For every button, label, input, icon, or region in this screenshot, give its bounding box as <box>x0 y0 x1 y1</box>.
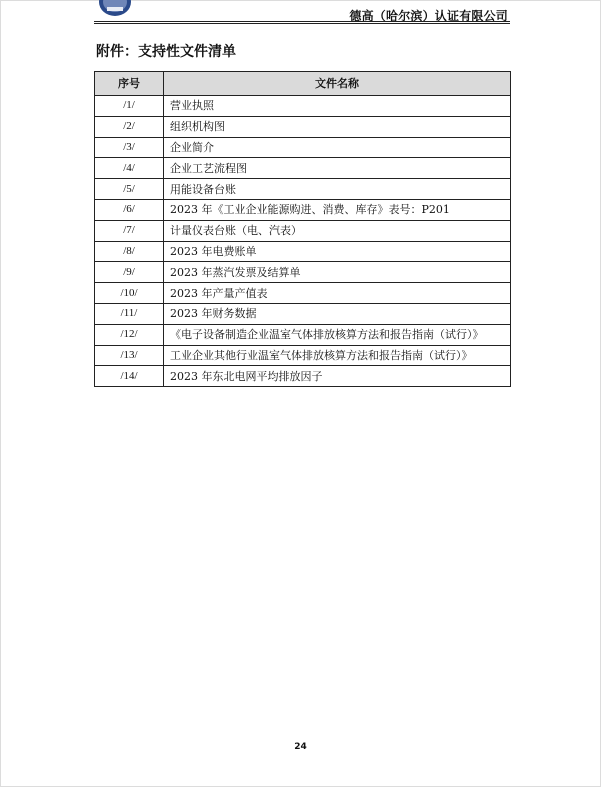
document-name: 2023 年产量产值表 <box>164 283 511 304</box>
row-number: /4/ <box>95 158 164 179</box>
document-name: 营业执照 <box>164 96 511 117</box>
document-name: 企业简介 <box>164 137 511 158</box>
table-row <box>95 241 511 262</box>
table-row <box>95 179 511 200</box>
table-row <box>95 137 511 158</box>
page-title: 附件：支持性文件清单 <box>96 44 236 60</box>
supporting-documents-table <box>94 71 511 387</box>
document-name: 《电子设备制造企业温室气体排放核算方法和报告指南（试行）》 <box>164 324 511 345</box>
row-number: /14/ <box>95 366 164 387</box>
row-number: /5/ <box>95 179 164 200</box>
table-row <box>95 96 511 117</box>
row-number: /6/ <box>95 199 164 220</box>
page-number: 24 <box>294 742 307 752</box>
table-row <box>95 345 511 366</box>
table-row <box>95 262 511 283</box>
row-number: /12/ <box>95 324 164 345</box>
table-row <box>95 324 511 345</box>
row-number: /13/ <box>95 345 164 366</box>
row-number: /11/ <box>95 303 164 324</box>
row-number: /9/ <box>95 262 164 283</box>
table-header-row <box>95 72 511 96</box>
row-number: /3/ <box>95 137 164 158</box>
document-name: 用能设备台账 <box>164 179 511 200</box>
table-row <box>95 199 511 220</box>
table-row <box>95 158 511 179</box>
column-header-number: 序号 <box>95 72 164 96</box>
document-name: 2023 年蒸汽发票及结算单 <box>164 262 511 283</box>
row-number: /1/ <box>95 96 164 117</box>
row-number: /10/ <box>95 283 164 304</box>
document-name: 企业工艺流程图 <box>164 158 511 179</box>
table-row <box>95 116 511 137</box>
header-divider <box>94 21 510 22</box>
table-row <box>95 283 511 304</box>
row-number: /8/ <box>95 241 164 262</box>
table-row <box>95 220 511 241</box>
document-name: 2023 年《工业企业能源购进、消费、库存》表号：P201 <box>164 199 511 220</box>
document-name: 组织机构图 <box>164 116 511 137</box>
company-logo-icon <box>98 0 132 18</box>
company-name: 德高（哈尔滨）认证有限公司 <box>349 9 508 23</box>
document-name: 2023 年电费账单 <box>164 241 511 262</box>
header-divider-secondary <box>94 23 510 24</box>
document-name: 2023 年财务数据 <box>164 303 511 324</box>
document-name: 计量仪表台账（电、汽表） <box>164 220 511 241</box>
document-name: 2023 年东北电网平均排放因子 <box>164 366 511 387</box>
row-number: /2/ <box>95 116 164 137</box>
column-header-document-name: 文件名称 <box>164 72 511 96</box>
table-row <box>95 366 511 387</box>
table-body <box>95 96 511 387</box>
document-name: 工业企业其他行业温室气体排放核算方法和报告指南（试行）》 <box>164 345 511 366</box>
row-number: /7/ <box>95 220 164 241</box>
table-row <box>95 303 511 324</box>
